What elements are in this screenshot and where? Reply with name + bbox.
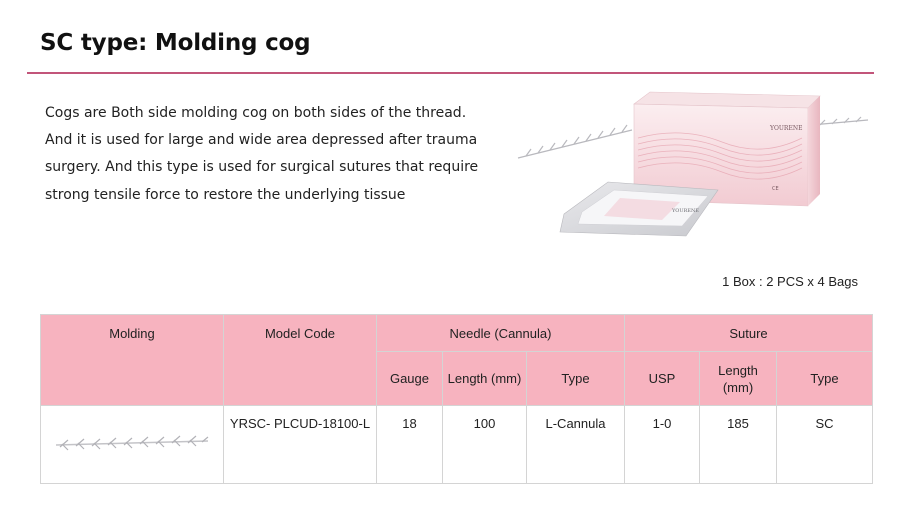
model-code-cell: YRSC- PLCUD-18100-L	[224, 406, 377, 484]
molding-cell	[41, 406, 224, 484]
spec-table	[40, 314, 873, 484]
table-row	[41, 406, 873, 484]
product-description: Cogs are Both side molding cog on both sides of the thread. And it is used for large and wide area depressed after trauma surgery. And this type is used for surgical sutures that require strong tensile force to restore the underlying tissue	[45, 105, 479, 203]
box-brand-text: YOURENE	[770, 125, 803, 132]
header-model-code: Model Code	[224, 315, 377, 406]
header-needle-type: Type	[527, 352, 625, 406]
title-divider	[27, 72, 874, 74]
header-usp: USP	[625, 352, 700, 406]
pouch-brand-text: YOURENE	[672, 208, 700, 214]
header-suture: Suture	[625, 315, 873, 352]
header-gauge: Gauge	[377, 352, 443, 406]
header-suture-length: Length (mm)	[700, 352, 777, 406]
page-title: SC type: Molding cog	[40, 30, 311, 56]
gauge-cell: 18	[377, 406, 443, 484]
header-needle-length: Length (mm)	[443, 352, 527, 406]
suture-length-cell: 185	[700, 406, 777, 484]
product-package-image	[512, 86, 876, 246]
molding-cog-thread-image	[52, 433, 212, 453]
header-molding: Molding	[41, 315, 224, 406]
box-ce-mark: CE	[772, 186, 779, 192]
header-needle: Needle (Cannula)	[377, 315, 625, 352]
needle-type-cell: L-Cannula	[527, 406, 625, 484]
usp-cell: 1-0	[625, 406, 700, 484]
suture-type-cell: SC	[777, 406, 873, 484]
thread-left-image	[518, 125, 632, 158]
needle-length-cell: 100	[443, 406, 527, 484]
header-suture-type: Type	[777, 352, 873, 406]
table-header-row	[41, 315, 873, 352]
box-quantity-note: 1 Box : 2 PCS x 4 Bags	[722, 274, 858, 289]
